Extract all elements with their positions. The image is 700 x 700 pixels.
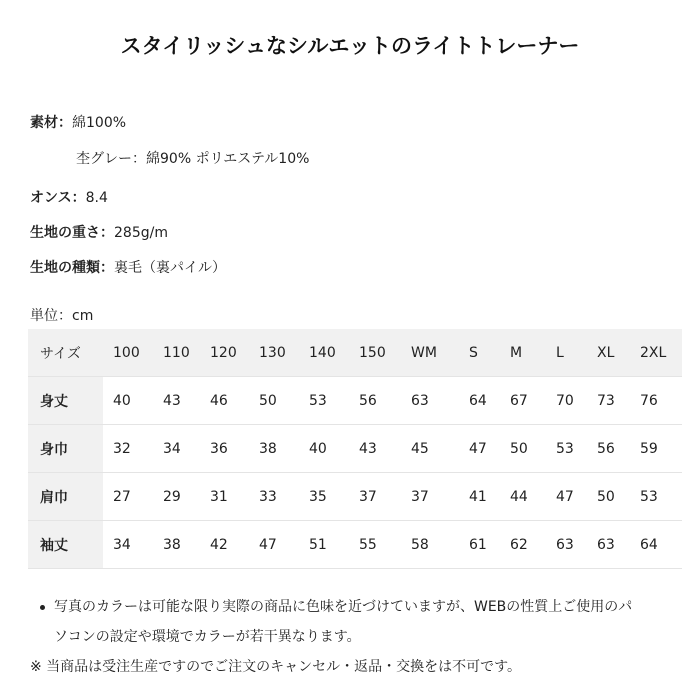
spec-label: 素材： <box>30 115 72 131</box>
spec-material-heather <box>76 148 309 168</box>
table-row <box>28 473 682 521</box>
table-cell: 76 <box>630 377 682 425</box>
table-cell: 40 <box>103 377 153 425</box>
spec-label: 生地の重さ： <box>30 225 114 241</box>
size-header-cell: L <box>546 329 587 377</box>
row-label: 身丈 <box>28 377 103 425</box>
table-cell: 51 <box>299 521 349 569</box>
table-cell: 35 <box>299 473 349 521</box>
size-header-cell: 100 <box>103 329 153 377</box>
table-cell: 29 <box>153 473 200 521</box>
size-header-cell: 120 <box>200 329 249 377</box>
table-cell: 67 <box>500 377 546 425</box>
size-header-cell: M <box>500 329 546 377</box>
table-cell: 47 <box>459 425 500 473</box>
spec-value: 杢グレー：綿90% ポリエステル10% <box>76 151 310 167</box>
table-cell: 34 <box>153 425 200 473</box>
spec-label: オンス： <box>30 190 86 206</box>
size-header-cell: XL <box>587 329 630 377</box>
table-cell: 34 <box>103 521 153 569</box>
spec-label: 生地の種類： <box>30 260 114 276</box>
table-cell: 53 <box>299 377 349 425</box>
table-cell: 38 <box>249 425 299 473</box>
table-cell: 70 <box>546 377 587 425</box>
notice-text: ※ 当商品は受注生産ですのでご注文のキャンセル・返品・交換をは不可です。 <box>30 659 522 675</box>
size-header-cell: WM <box>401 329 459 377</box>
spec-value: 綿100% <box>72 115 127 131</box>
table-cell: 38 <box>153 521 200 569</box>
spec-ounce <box>30 187 108 207</box>
table-cell: 63 <box>587 521 630 569</box>
table-cell: 44 <box>500 473 546 521</box>
table-row <box>28 377 682 425</box>
table-cell: 50 <box>500 425 546 473</box>
table-row <box>28 521 682 569</box>
size-header-cell: 110 <box>153 329 200 377</box>
table-cell: 45 <box>401 425 459 473</box>
table-cell: 31 <box>200 473 249 521</box>
notes <box>30 592 690 682</box>
table-cell: 42 <box>200 521 249 569</box>
table-cell: 41 <box>459 473 500 521</box>
table-cell: 55 <box>349 521 401 569</box>
table-cell: 64 <box>630 521 682 569</box>
note-text-cont: ソコンの設定や環境でカラーが若干異なります。 <box>54 629 361 645</box>
table-cell: 63 <box>546 521 587 569</box>
size-header-cell: S <box>459 329 500 377</box>
size-header-cell: 150 <box>349 329 401 377</box>
table-cell: 37 <box>401 473 459 521</box>
table-cell: 32 <box>103 425 153 473</box>
table-cell: 43 <box>349 425 401 473</box>
unit-label: 単位：cm <box>30 308 94 324</box>
size-header-cell: 140 <box>299 329 349 377</box>
row-label: 袖丈 <box>28 521 103 569</box>
spec-value: 8.4 <box>85 190 108 206</box>
table-cell: 50 <box>249 377 299 425</box>
table-cell: 33 <box>249 473 299 521</box>
spec-material <box>30 112 126 132</box>
table-cell: 43 <box>153 377 200 425</box>
table-cell: 47 <box>249 521 299 569</box>
table-cell: 36 <box>200 425 249 473</box>
spec-value: 285g/m <box>114 225 168 241</box>
note-bullet <box>30 592 690 622</box>
table-cell: 56 <box>349 377 401 425</box>
table-cell: 56 <box>587 425 630 473</box>
page-title: スタイリッシュなシルエットのライトトレーナー <box>120 34 580 58</box>
table-cell: 59 <box>630 425 682 473</box>
size-header-cell: 2XL <box>630 329 682 377</box>
table-cell: 73 <box>587 377 630 425</box>
table-cell: 53 <box>546 425 587 473</box>
row-label: 身巾 <box>28 425 103 473</box>
table-cell: 58 <box>401 521 459 569</box>
table-cell: 40 <box>299 425 349 473</box>
table-cell: 63 <box>401 377 459 425</box>
table-cell: 53 <box>630 473 682 521</box>
table-cell: 61 <box>459 521 500 569</box>
bullet-icon <box>40 605 45 610</box>
table-cell: 46 <box>200 377 249 425</box>
table-cell: 37 <box>349 473 401 521</box>
table-cell: 64 <box>459 377 500 425</box>
table-cell: 27 <box>103 473 153 521</box>
row-label: 肩巾 <box>28 473 103 521</box>
note-text: 写真のカラーは可能な限り実際の商品に色味を近づけていますが、WEBの性質上ご使用のパ <box>54 599 633 615</box>
row-label: サイズ <box>28 329 103 377</box>
table-cell: 62 <box>500 521 546 569</box>
table-header-row <box>28 329 682 377</box>
table-cell: 47 <box>546 473 587 521</box>
size-header-cell: 130 <box>249 329 299 377</box>
spec-fabric <box>30 257 226 277</box>
table-cell: 50 <box>587 473 630 521</box>
spec-weight <box>30 222 168 242</box>
spec-value: 裏毛（裏パイル） <box>114 260 226 276</box>
size-table <box>28 329 682 569</box>
table-row <box>28 425 682 473</box>
